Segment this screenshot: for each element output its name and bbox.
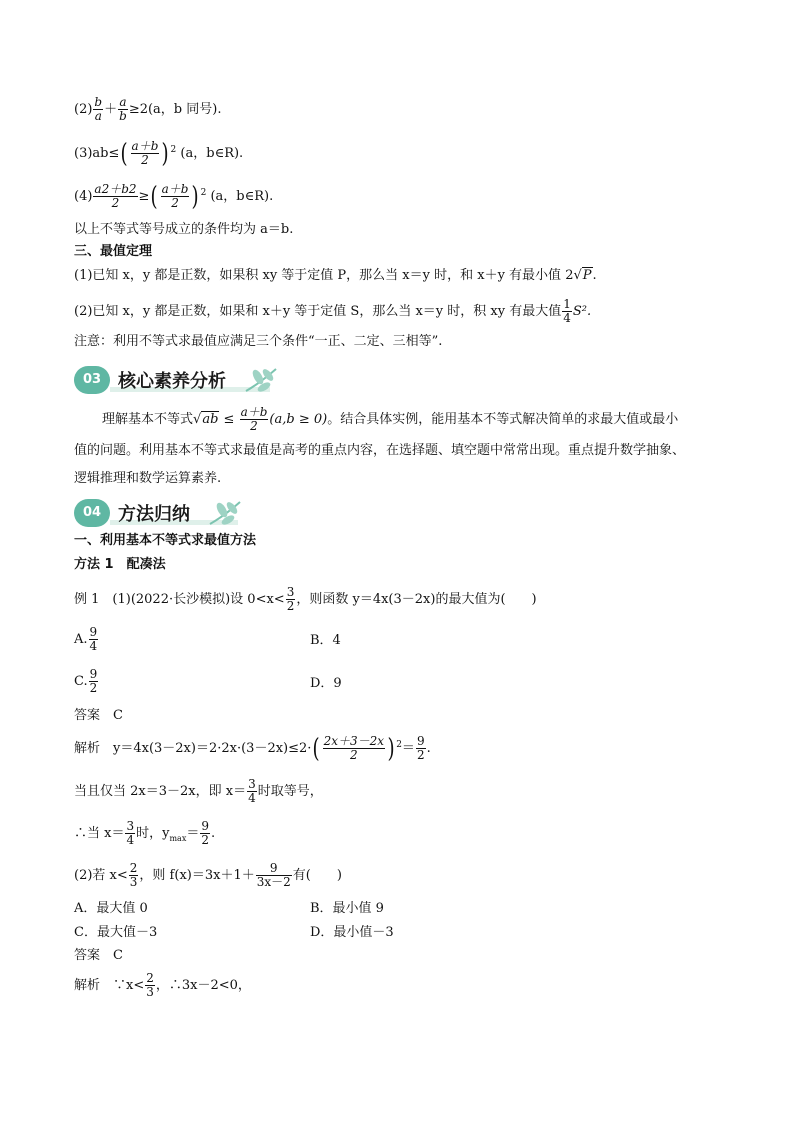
fraction-1-over-4 [562,298,572,325]
denominator: 2 [286,599,295,614]
exponent: 2 [396,739,402,750]
numerator: 9 [201,819,209,833]
text: ≥ [138,189,150,205]
exponent: 2 [200,187,207,198]
numerator: 3 [248,777,256,791]
text: 理解基本不等式 [102,412,194,428]
method-title: 一、利用基本不等式求最值方法 [74,533,257,548]
q2-option-c: C．最大值－3 [74,925,158,940]
condition: (a,b ≥ 0) [269,412,328,428]
text: ，则函数 y＝4x(3－2x)的最大值为( ) [296,592,537,608]
fraction-3-over-4 [125,820,135,847]
fraction-apb-over-2 [161,183,190,210]
text: (a，b∈R). [210,189,274,205]
label: (2) [74,102,93,118]
text: 当且仅当 2x＝3－2x，即 x＝ [74,784,247,800]
solution-1 [74,735,431,762]
fraction-3-over-4 [247,778,257,805]
option-b: B．4 [310,633,341,648]
exponent: 2 [170,144,177,155]
fraction-apb-over-2 [240,406,269,433]
example-1-question [74,586,537,613]
text: (2)已知 x，y 都是正数，如果和 x＋y 等于定值 S，那么当 x＝y 时，积 xy 有最大值 [74,304,562,320]
denominator: 2 [349,748,358,763]
text: 时，y [136,826,170,842]
numerator: 3 [286,585,295,599]
fraction-9-over-2 [200,820,210,847]
numerator: 9 [89,625,98,639]
fraction-9-over-4 [89,626,99,653]
fraction-apb-over-2 [131,140,160,167]
numerator: 9 [256,862,292,876]
denominator: 3x－2 [256,875,291,890]
core-paragraph-line-2: 值的问题。利用基本不等式求最值是高考的重点内容，在选择题、填空题中常常出现。重点提升数学抽象、 [74,443,686,458]
text: ，则 f(x)＝3x＋1＋ [139,868,255,884]
text: (4) [74,189,93,205]
denominator: 2 [416,748,425,763]
fraction-b-over-a [93,96,103,123]
denominator: a [94,109,102,124]
inequality-4 [74,183,273,210]
denominator: b [119,109,127,124]
paren-left: ( [120,138,129,169]
equality-condition: 以上不等式等号成立的条件均为 a＝b. [74,222,294,237]
denominator: 2 [171,196,179,211]
text: (a，b∈R). [180,146,244,162]
numerator: a [119,95,127,109]
fraction-9-over-3x-2 [256,862,292,889]
theorem-2 [74,298,591,325]
banner-core-literacy [70,365,290,395]
text: 例 1 (1)(2022·长沙模拟)设 0<x< [74,592,285,608]
paren-left: ( [150,181,159,212]
section-3-title: 三、最值定理 [74,244,153,259]
text: (1)已知 x，y 都是正数，如果积 xy 等于定值 P，那么当 x＝y 时，和 x＋y 有最小值 2 [74,268,574,283]
numerator: a2＋b2 [94,182,137,196]
denominator: 2 [89,681,98,696]
text: 解析 y＝4x(3－2x)＝2·2x·(3－2x)≤2· [74,741,312,757]
text: ≥2(a，b 同号). [128,102,222,118]
core-paragraph-line-3: 逻辑推理和数学运算素养. [74,471,222,486]
denominator: 4 [563,311,571,326]
text: . [592,268,597,283]
equality-step [74,778,323,805]
note: 注意：利用不等式求最值应满足三个条件“一正、二定、三相等”. [74,334,443,349]
numerator: b [94,95,103,109]
option-d: D．9 [310,676,342,691]
text: ＝ [401,741,415,757]
banner-title: 方法归纳 [118,504,190,525]
answer-2: 答案 C [74,948,123,963]
example-1-question-2 [74,862,342,889]
inequality-3 [74,140,243,167]
numerator: a＋b [240,405,268,419]
leaf-decoration-icon [206,498,246,528]
text: ≤ [223,412,235,428]
text: (2)若 x< [74,868,128,884]
denominator: 2 [201,833,209,848]
fraction-9-over-2 [416,735,426,762]
text: (3)ab≤ [74,146,120,162]
denominator: 3 [146,985,154,1000]
fraction-sum-over-2 [323,735,385,762]
sqrt-symbol: √ [193,412,202,428]
denominator: 2 [141,153,149,168]
text: ∴当 x＝ [74,826,125,842]
ymax-step [74,820,215,847]
numerator: 3 [126,819,135,833]
denominator: 2 [250,419,258,434]
inequality-2: (2) $\frac{b}{a}$ ＋ $\frac{a}{b}$ ≥2(a，b 同号). [74,95,222,124]
method-subtitle: 方法 1 配凑法 [74,557,166,572]
text: 时取等号， [257,784,323,800]
sqrt-symbol: √ [573,268,582,283]
text: . [426,741,431,757]
numerator: a＋b [161,182,189,196]
text: ＝ [186,826,200,842]
numerator: a＋b [131,139,159,153]
section-number-badge: 04 [74,499,110,527]
theorem-1 [74,268,597,284]
numerator: 1 [563,297,571,311]
q2-option-a: A．最大值 0 [74,901,148,916]
option-c [74,668,99,695]
paren-left: ( [312,733,321,764]
fraction-2-over-3 [145,972,155,999]
denominator: 4 [89,639,98,654]
q2-option-d: D．最小值－3 [310,925,394,940]
leaf-decoration-icon [242,365,282,395]
text: . [211,826,216,842]
banner-title: 核心素养分析 [118,371,226,392]
q2-option-b: B．最小值 9 [310,901,384,916]
label: A. [74,632,88,648]
section-number-badge: 03 [74,366,110,394]
fraction-2-over-3 [129,862,139,889]
text: 。结合具体实例，能用基本不等式解决简单的求最大值或最小 [327,412,679,428]
paren-right: ) [161,138,170,169]
fraction-9-over-2 [89,668,99,695]
fraction-a2b2-over-2 [93,183,137,210]
label: C. [74,674,88,690]
numerator: 2 [146,971,154,985]
denominator: 3 [129,875,138,890]
numerator: 2 [129,861,138,875]
denominator: 4 [248,791,256,806]
fraction-a-over-b [118,96,128,123]
paren-right: ) [387,733,395,764]
denominator: 2 [111,196,120,211]
numerator: 2x＋3－2x [323,734,385,748]
sqrt-content: ab [202,412,219,428]
text: 有( ) [292,868,342,884]
paren-right: ) [191,181,200,212]
text: 解析 ∵x< [74,978,145,994]
banner-method-summary [70,498,270,528]
sqrt-content: P [582,268,592,283]
core-paragraph-line-1 [102,406,678,433]
numerator: 9 [416,734,425,748]
numerator: 9 [89,667,98,681]
text: S². [572,304,592,320]
option-a [74,626,99,653]
subscript: max [169,833,187,843]
denominator: 4 [126,833,135,848]
fraction-3-over-2 [286,586,296,613]
answer-1: 答案 C [74,708,123,723]
solution-2 [74,972,251,999]
text: ，∴3x－2<0， [155,978,251,994]
